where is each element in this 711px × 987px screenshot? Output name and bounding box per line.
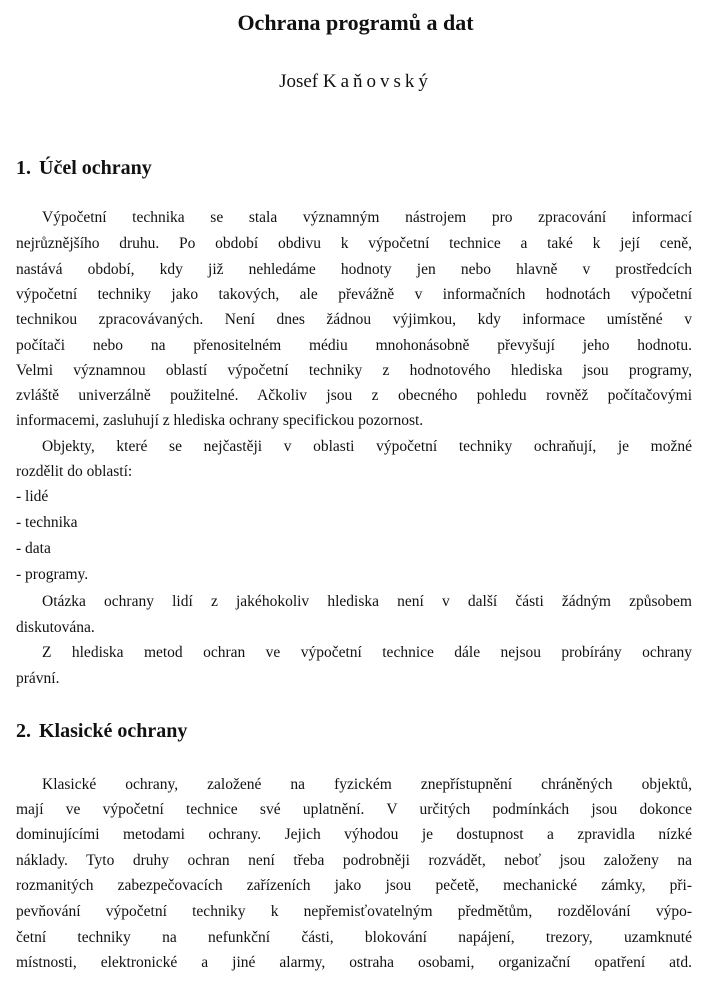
paragraph-line: Výpočetní technika se stala významným nástrojem pro zpracování informací [42,209,692,226]
list-item: - technika [16,514,78,531]
author-last-name: Kaňovský [322,71,432,92]
paragraph-line: diskutována. [16,619,95,636]
paragraph-line: výpočetní techniky jako takových, ale převážně v informačních hodnotách výpočetní [16,286,692,303]
paragraph-line: pevňování výpočetní techniky k nepřemisťovatelným předmětům, rozdělování výpo- [16,903,692,920]
paragraph-line: zvláště univerzálně použitelné. Ačkoliv jsou z obecného pohledu rovněž počítačovými [16,387,692,404]
paragraph-line: počítači nebo na přenositelném médiu mnohonásobně převyšují jeho hodnotu. [16,337,692,354]
paragraph-line: Objekty, které se nejčastěji v oblasti výpočetní techniky ochraňují, je možné [42,438,692,455]
section-number: 1. [16,157,31,179]
paragraph-line: nastává období, kdy již nehledáme hodnoty jen nebo hlavně v prostředcích [16,261,692,278]
author-line [0,70,711,94]
paragraph-line: Otázka ochrany lidí z jakéhokoliv hlediska není v další části žádným způsobem [42,593,692,610]
paragraph-line: četní techniky na nefunkční části, blokování napájení, trezory, uzamknuté [16,929,692,946]
paragraph-line: mají ve výpočetní technice své uplatnění. V určitých podmínkách jsou dokonce [16,801,692,818]
paper-title: Ochrana programů a dat [237,10,474,35]
section-number: 2. [16,720,31,742]
section-heading-1 [16,156,152,180]
paragraph-line: náklady. Tyto druhy ochran není třeba podrobněji rozvádět, neboť jsou založeny na [16,852,692,869]
paragraph-line: rozdělit do oblastí: [16,463,133,480]
list-item: - lidé [16,488,49,505]
list-item: - programy. [16,566,89,583]
paragraph-line: Klasické ochrany, založené na fyzickém znepřístupnění chráněných objektů, [42,776,692,793]
section-heading-2 [16,719,187,743]
paragraph-line: místnosti, elektronické a jiné alarmy, ostraha osobami, organizační opatření atd. [16,954,692,971]
paragraph-line: informacemi, zasluhují z hlediska ochrany specifickou pozornost. [16,412,424,429]
paragraph-line: Z hlediska metod ochran ve výpočetní technice dále nejsou probírány ochrany [42,644,692,661]
author-first-name: Josef [279,71,319,92]
list-item: - data [16,540,51,557]
paragraph-line: Velmi významnou oblastí výpočetní techniky z hodnotového hlediska jsou programy, [16,362,692,379]
paragraph-line: technikou zpracovávaných. Není dnes žádnou výjimkou, kdy informace umístěné v [16,311,692,328]
section-title: Účel ochrany [39,157,152,179]
paragraph-line: rozmanitých zabezpečovacích zařízeních jako jsou pečetě, mechanické zámky, při- [16,877,692,894]
paragraph-line: právní. [16,670,60,687]
section-title: Klasické ochrany [39,720,188,742]
paragraph-line: nejrůznějšího druhu. Po období obdivu k výpočetní technice a také k její ceně, [16,235,692,252]
paragraph-line: dominujícími metodami ochrany. Jejich výhodou je dostupnost a zpravidla nízké [16,826,692,843]
